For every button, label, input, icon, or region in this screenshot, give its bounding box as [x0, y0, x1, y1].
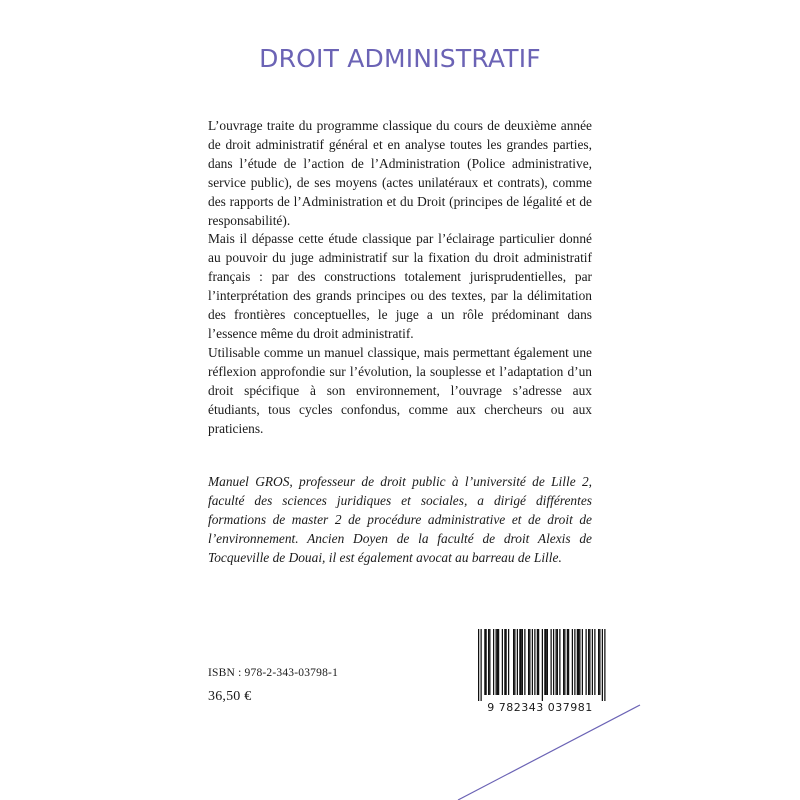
summary-paragraph: Mais il dépasse cette étude classique par l’éclairage particulier donné au pouvoir du juge administratif sur la fixation du droit administratif français : par des constructions totalement jurisprudentielles, par l’interprétation des grands principes ou des textes, par la délimitation des frontières conceptuelles, le juge a un rôle prédominant dans l’essence même du droit administratif. — [208, 231, 592, 341]
summary-paragraph: L’ouvrage traite du programme classique du cours de deuxième année de droit administratif général et en analyse toutes les grandes parties, dans l’étude de l’action de l’Administration (Police administrative, service public), de ses moyens (actes unilatéraux et contrats), comme des rapports de l’Administration et du Droit (principes de légalité et de responsabilité). — [208, 118, 592, 228]
summary-paragraph: Utilisable comme un manuel classique, mais permettant également une réflexion approfondie sur l’évolution, la souplesse et l’adaptation d’un droit spécifique à son environnement, l’ouvrage s’adresse aux étudiants, tous cycles confondus, comme aux chercheurs ou aux praticiens. — [208, 344, 592, 436]
book-title: DROIT ADMINISTRATIF — [259, 44, 541, 73]
price-label: 36,50 € — [208, 689, 252, 704]
isbn-label: ISBN : 978-2-343-03798-1 — [208, 667, 339, 679]
author-biography: Manuel GROS, professeur de droit public à l’université de Lille 2, faculté des sciences juridiques et sociales, a dirigé différentes formations de master 2 de procédure administrative et de droit de l’environnement. Ancien Doyen de la faculté de droit Alexis de Tocqueville de Douai, il est également avocat au barreau de Lille. — [208, 474, 592, 565]
barcode-number: 9 782343 037981 — [487, 701, 593, 714]
